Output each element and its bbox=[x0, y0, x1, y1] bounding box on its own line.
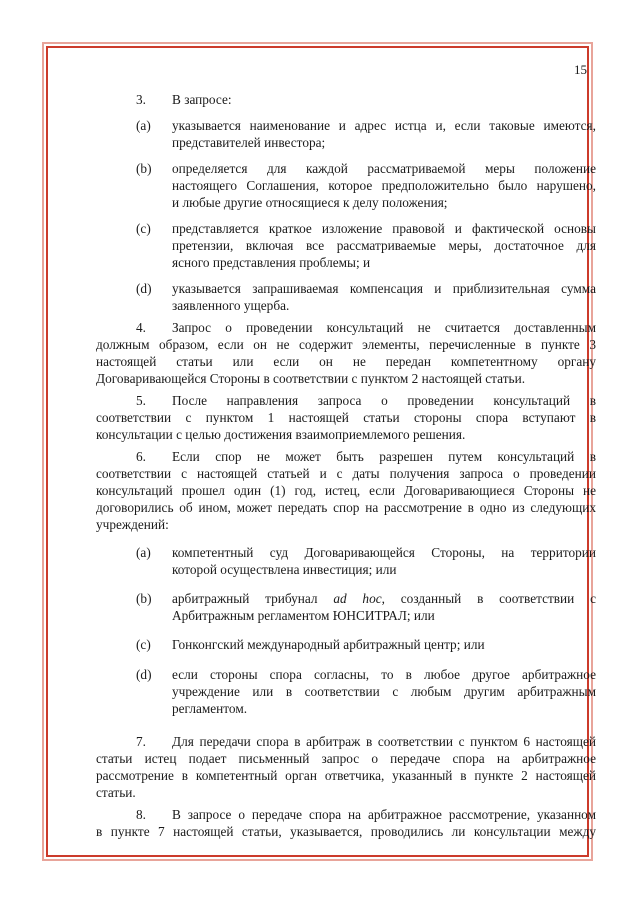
item-3d-line-2: заявленного ущерба. bbox=[172, 298, 290, 313]
paragraph-3-intro: В запросе: bbox=[172, 92, 232, 107]
item-6c-marker: (c) bbox=[136, 637, 151, 652]
paragraph-7-number: 7. bbox=[136, 734, 146, 749]
paragraph-5-number: 5. bbox=[136, 393, 146, 408]
item-3a-line-1: указывается наименование и адрес истца и, если таковые имеются, bbox=[172, 118, 596, 133]
item-3b-marker: (b) bbox=[136, 161, 152, 176]
item-3a-marker: (a) bbox=[136, 118, 151, 133]
paragraph-4-line-3: настоящей статьи или если он не передан компетентному органу bbox=[96, 354, 596, 369]
item-3c-line-2: претензии, включая все рассматриваемые меры, достаточное для bbox=[172, 238, 596, 253]
paragraph-5-line-1: После направления запроса о проведении консультаций в bbox=[172, 393, 596, 408]
item-3d-line-1: указывается запрашиваемая компенсация и приблизительная сумма bbox=[172, 281, 596, 296]
item-6b-text-italic: ad hoc bbox=[333, 591, 382, 606]
item-6d-line-2: учреждение или в соответствии с любым другим арбитражным bbox=[172, 684, 596, 699]
item-6a-line-1: компетентный суд Договаривающейся Стороны, на территории bbox=[172, 545, 596, 560]
item-6b-text-post: , созданный в соответствии с bbox=[381, 591, 596, 606]
item-3b-line-2: настоящего Соглашения, которое предположительно было нарушено, bbox=[172, 178, 596, 193]
paragraph-5-line-3: консультации с целью достижения взаимоприемлемого решения. bbox=[96, 427, 466, 442]
item-3c-marker: (c) bbox=[136, 221, 151, 236]
item-6d-line-3: регламентом. bbox=[172, 701, 248, 716]
item-3c-line-3: ясного представления проблемы; и bbox=[172, 255, 371, 270]
item-6b-text-pre: арбитражный трибунал bbox=[172, 591, 334, 606]
paragraph-6-line-1: Если спор не может быть разрешен путем консультаций в bbox=[172, 449, 596, 464]
item-6d-marker: (d) bbox=[136, 667, 152, 682]
item-6d-line-1: если стороны спора согласны, то в любое другое арбитражное bbox=[172, 667, 596, 682]
paragraph-3-number: 3. bbox=[136, 92, 146, 107]
item-6a-marker: (a) bbox=[136, 545, 151, 560]
paragraph-8-number: 8. bbox=[136, 807, 146, 822]
paragraph-8-line-2: в пункте 7 настоящей статьи, указывается, проводились ли консультации между bbox=[96, 824, 596, 839]
item-6c-line-1: Гонконгский международный арбитражный центр; или bbox=[172, 637, 485, 652]
item-3b-line-3: и любые другие относящиеся к делу положения; bbox=[172, 195, 448, 210]
paragraph-7-line-4: статьи. bbox=[96, 785, 136, 800]
paragraph-7-line-2: статьи истец подает письменный запрос о передаче спора на арбитражное bbox=[96, 751, 596, 766]
item-6b-marker: (b) bbox=[136, 591, 152, 606]
paragraph-8-line-1: В запросе о передаче спора на арбитражное рассмотрение, указанном bbox=[172, 807, 596, 822]
item-3c-line-1: представляется краткое изложение правовой и фактической основы bbox=[172, 221, 596, 236]
paragraph-6-number: 6. bbox=[136, 449, 146, 464]
item-3b-line-1: определяется для каждой рассматриваемой меры положение bbox=[172, 161, 596, 176]
item-6b-line-2: Арбитражным регламентом ЮНСИТРАЛ; или bbox=[172, 608, 435, 623]
paragraph-6-line-4: договорились об ином, может передать спор на рассмотрение в одно из следующих bbox=[96, 500, 596, 515]
paragraph-4-line-4: Договаривающейся Стороны в соответствии с пунктом 2 настоящей статьи. bbox=[96, 371, 526, 386]
paragraph-7-line-1: Для передачи спора в арбитраж в соответствии с пунктом 6 настоящей bbox=[172, 734, 596, 749]
paragraph-5-line-2: соответствии с пунктом 1 настоящей статьи стороны спора вступают в bbox=[96, 410, 596, 425]
item-3a-line-2: представителей инвестора; bbox=[172, 135, 326, 150]
paragraph-6-line-5: учреждений: bbox=[96, 517, 169, 532]
paragraph-4-number: 4. bbox=[136, 320, 146, 335]
item-6a-line-2: которой осуществлена инвестиция; или bbox=[172, 562, 397, 577]
paragraph-7-line-3: рассмотрение в компетентный орган ответчика, указанный в пункте 2 настоящей bbox=[96, 768, 596, 783]
item-3d-marker: (d) bbox=[136, 281, 152, 296]
paragraph-4-line-1: Запрос о проведении консультаций не считается доставленным bbox=[172, 320, 596, 335]
paragraph-6-line-3: консультаций прошел один (1) год, истец, если Договаривающиеся Стороны не bbox=[96, 483, 596, 498]
item-6b-line-1 bbox=[172, 590, 596, 607]
paragraph-6-line-2: соответствии с настоящей статьей и с даты получения запроса о проведении bbox=[96, 466, 596, 481]
page-number: 15 bbox=[574, 62, 587, 77]
paragraph-4-line-2: должным образом, если он не содержит элементы, перечисленные в пункте 3 bbox=[96, 337, 596, 352]
